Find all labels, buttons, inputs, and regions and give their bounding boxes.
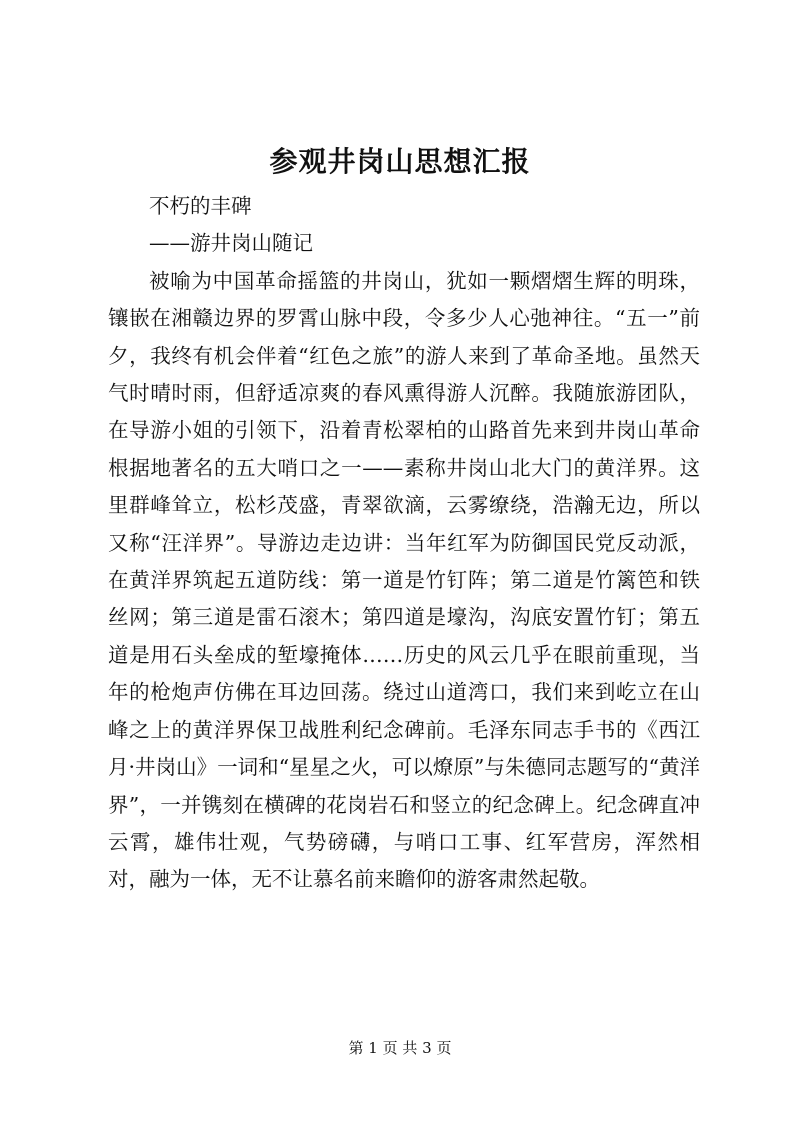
byline: ——游井岗山随记 bbox=[149, 231, 313, 256]
subtitle: 不朽的丰碑 bbox=[149, 194, 252, 218]
page-footer: 第 1 页 共 3 页 bbox=[348, 1039, 452, 1057]
page-title: 参观井岗山思想汇报 bbox=[269, 145, 531, 178]
body-paragraph: 被喻为中国革命摇篮的井岗山，犹如一颗熠熠生辉的明珠，镶嵌在湘赣边界的罗霄山脉中段，令多少人心弛神往。“五一”前夕，我终有机会伴着“红色之旅”的游人来到了革命圣地。虽然天气时晴时雨，但舒适凉爽的春风熏得游人沉醉。我随旅游团队，在导游小姐的引领下，沿着青松翠柏的山路首先来到井岗山革命根据地著名的五大哨口之一——素称井岗山北大门的黄洋界。这里群峰耸立，松杉茂盛，青翠欲滴，云雾缭绕，浩瀚无边，所以又称“汪洋界”。导游边走边讲：当年红军为防御国民党反动派，在黄洋界筑起五道防线：第一道是竹钉阵；第二道是竹篱笆和铁丝网；第三道是雷石滚木；第四道是壕沟，沟底安置竹钉；第五道是用石头垒成的堑壕掩体……历史的风云几乎在眼前重现，当年的枪炮声仿佛在耳边回荡。绕过山道湾口，我们来到屹立在山峰之上的黄洋界保卫战胜利纪念碑前。毛泽东同志手书的《西江月·井岗山》一词和“星星之火，可以燎原”与朱德同志题写的“黄洋界”，一并镌刻在横碑的花岗岩石和竖立的纪念碑上。纪念碑直冲云霄，雄伟壮观，气势磅礴，与哨口工事、红军营房，浑然相对，融为一体，无不让慕名前来瞻仰的游客肃然起敬。 bbox=[108, 268, 700, 892]
document-body bbox=[108, 188, 700, 899]
